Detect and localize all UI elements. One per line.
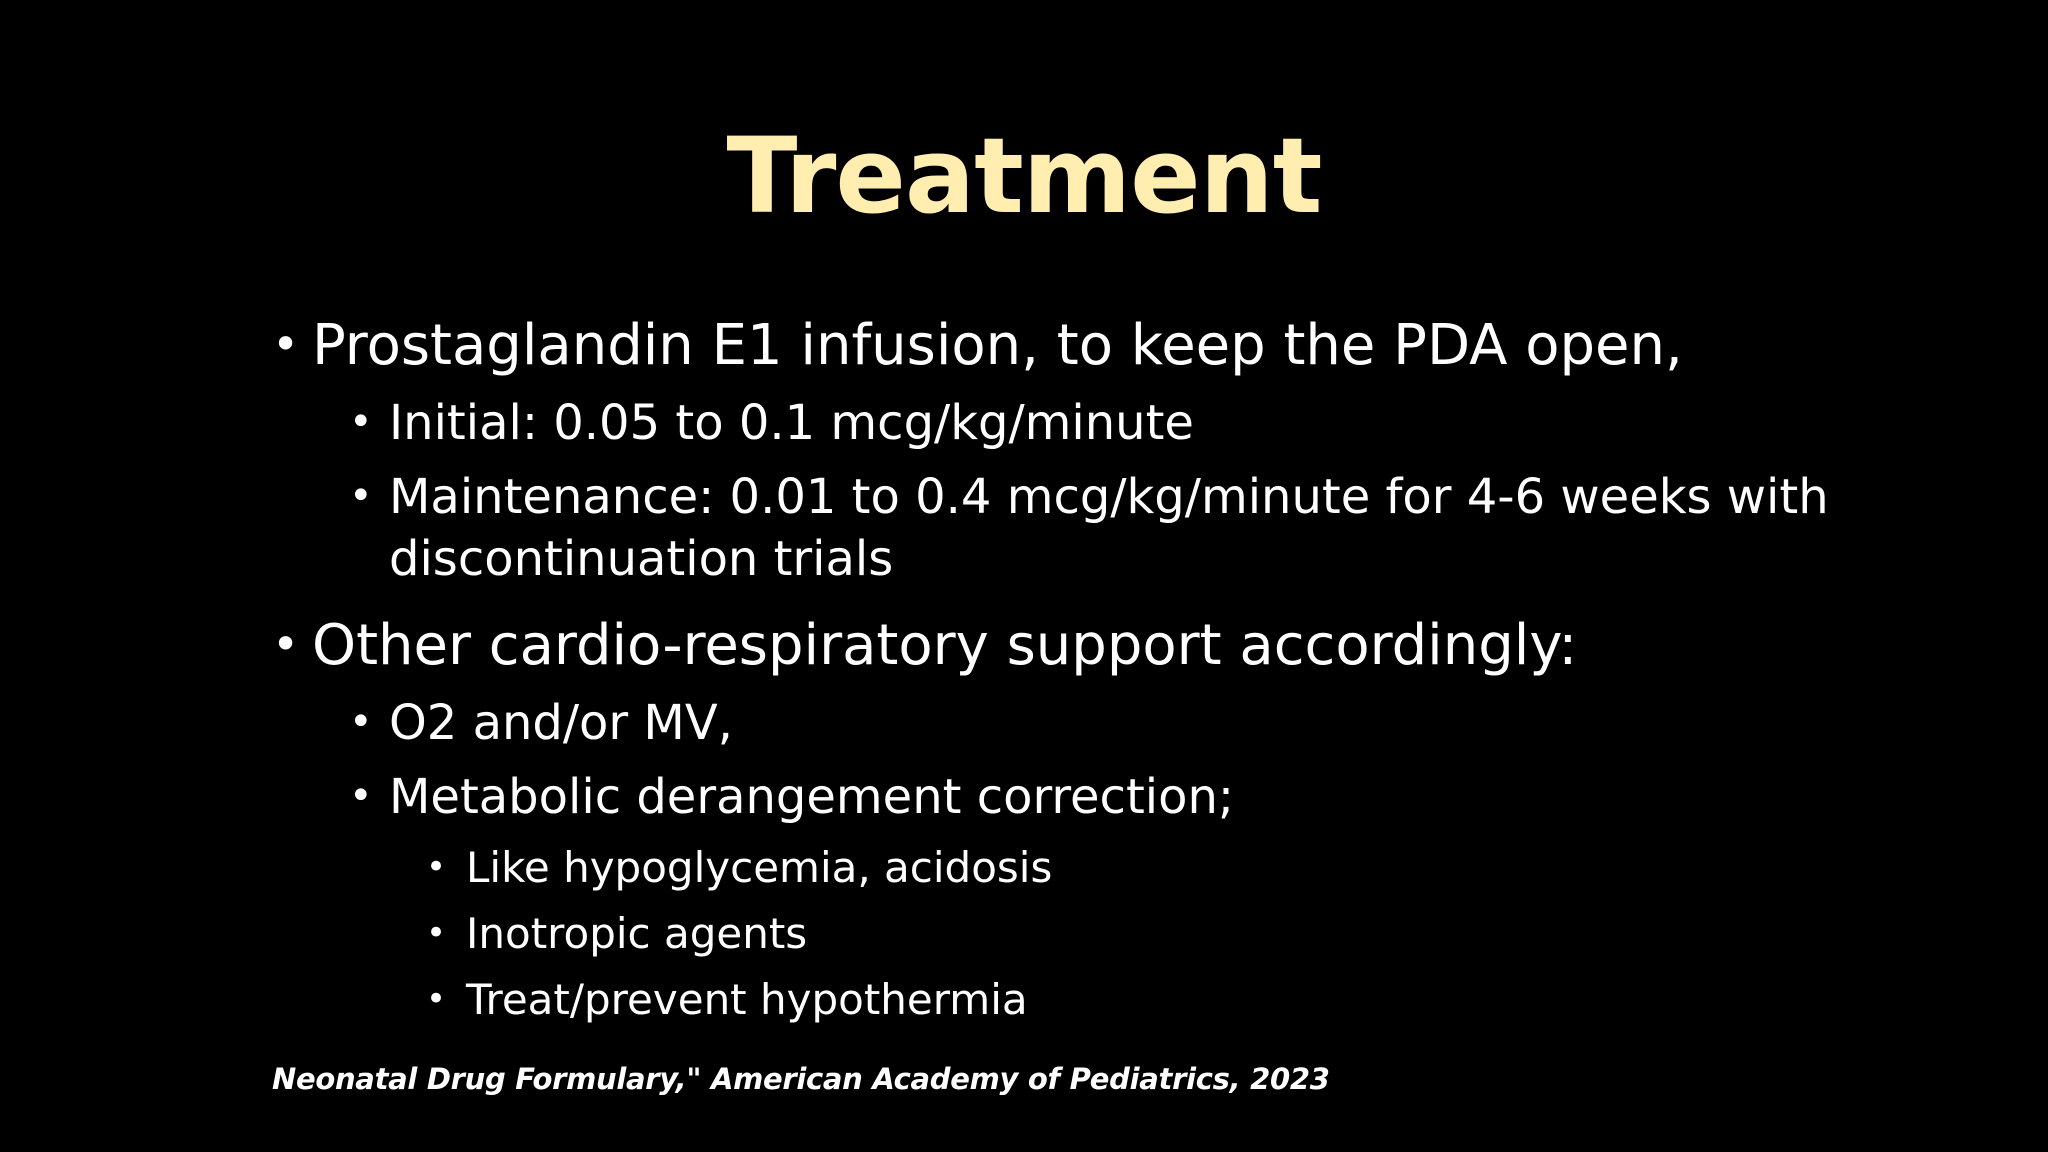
sub-bullet-item-o2	[349, 692, 1872, 754]
bullet-text: Other cardio-respiratory support accordingly:	[312, 613, 1578, 678]
bullet-item-prostaglandin	[272, 312, 1872, 380]
sub-bullet-item-metabolic	[349, 766, 1872, 828]
sub-bullet-text: Maintenance: 0.01 to 0.4 mcg/kg/minute for 4-6 weeks with discontinuation trials	[389, 469, 1829, 587]
citation: Neonatal Drug Formulary," American Academy of Pediatrics, 2023	[272, 1062, 1330, 1096]
sub-sub-bullet-text: Inotropic agents	[466, 909, 808, 958]
bullet-item-cardio-respiratory	[272, 612, 1872, 680]
bullet-glyph: •	[426, 847, 447, 887]
bullet-glyph: •	[349, 699, 373, 745]
bullet-glyph: •	[272, 617, 300, 671]
bullet-glyph: •	[426, 913, 447, 953]
sub-sub-bullet-text: Treat/prevent hypothermia	[466, 975, 1028, 1024]
bullet-list	[272, 312, 1872, 1038]
sub-bullet-item-maintenance	[349, 466, 1872, 590]
sub-sub-bullet-item-hypoglycemia	[426, 840, 1872, 896]
sub-bullet-text: O2 and/or MV,	[389, 695, 733, 751]
bullet-glyph: •	[349, 473, 373, 519]
bullet-glyph: •	[349, 399, 373, 445]
bullet-glyph: •	[272, 317, 300, 371]
sub-sub-bullet-text: Like hypoglycemia, acidosis	[466, 843, 1053, 892]
sub-sub-bullet-item-hypothermia	[426, 972, 1872, 1028]
sub-bullet-text: Metabolic derangement correction;	[389, 769, 1235, 825]
bullet-text: Prostaglandin E1 infusion, to keep the PDA open,	[312, 313, 1683, 378]
bullet-glyph: •	[426, 979, 447, 1019]
sub-bullet-text: Initial: 0.05 to 0.1 mcg/kg/minute	[389, 395, 1194, 451]
sub-bullet-item-initial	[349, 392, 1872, 454]
bullet-glyph: •	[349, 773, 373, 819]
slide-title: Treatment	[726, 115, 1322, 237]
sub-sub-bullet-item-inotropic	[426, 906, 1872, 962]
